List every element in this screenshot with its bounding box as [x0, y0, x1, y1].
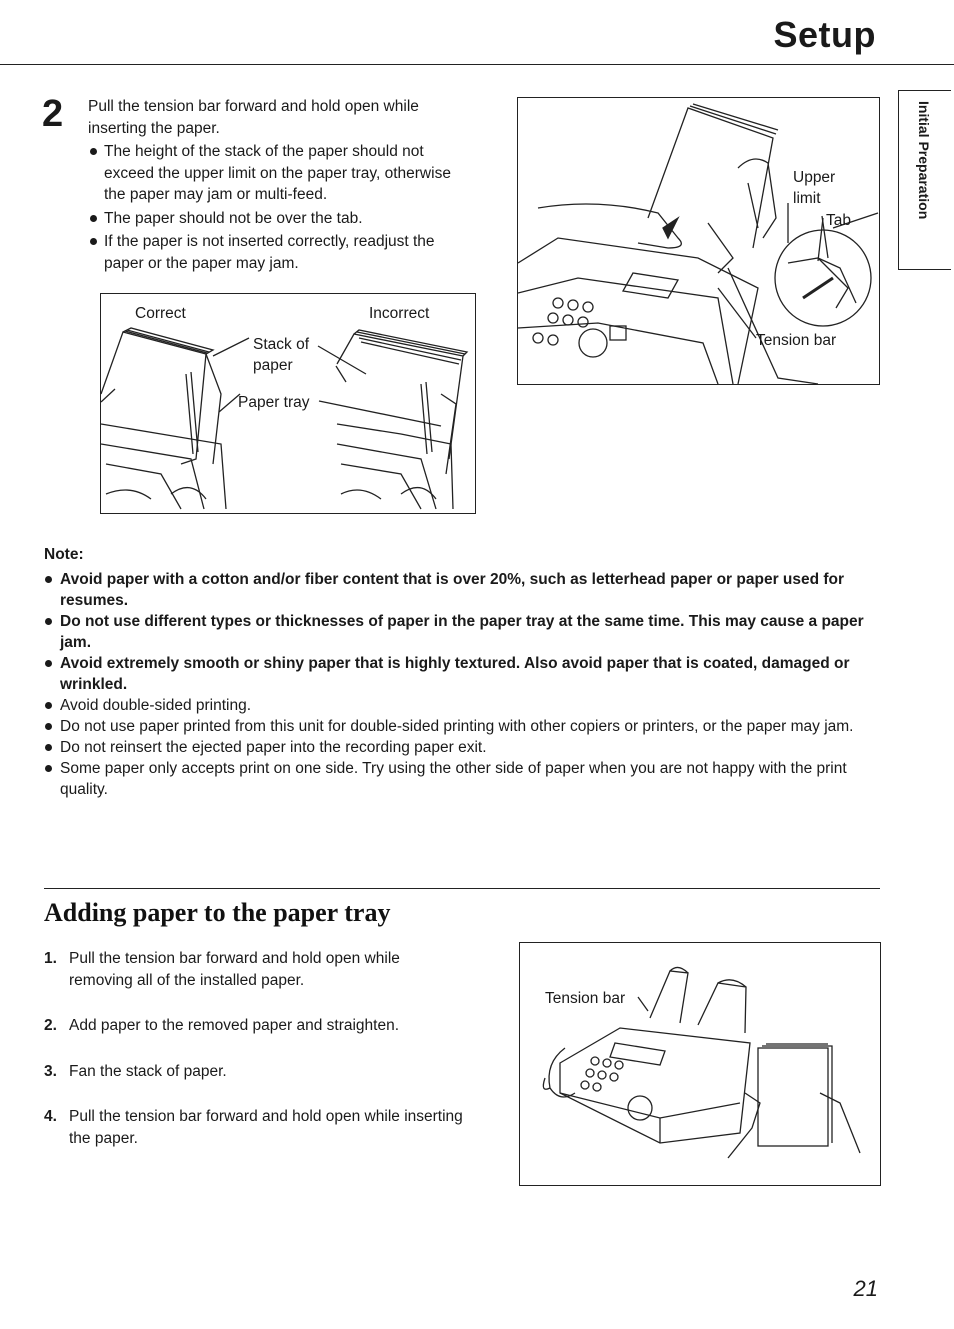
- label-correct: Correct: [135, 305, 186, 322]
- figure-adding-paper: [519, 942, 881, 1186]
- step-index: 2.: [44, 1017, 57, 1034]
- step-text: Add paper to the removed paper and straighten.: [69, 1017, 400, 1034]
- section-step: [44, 1015, 464, 1037]
- step-index: 1.: [44, 950, 57, 967]
- step-text: Fan the stack of paper.: [69, 1062, 227, 1080]
- label-tension-bar-add: Tension bar: [545, 990, 626, 1007]
- section-side-tab: [898, 90, 951, 270]
- label-incorrect: Incorrect: [369, 305, 430, 322]
- step-number: 2: [42, 93, 64, 135]
- step-bullet: If the paper is not inserted correctly, readjust the paper or the paper may jam.: [88, 231, 473, 274]
- step-text: Pull the tension bar forward and hold open while removing all of the installed paper.: [69, 950, 400, 989]
- label-stack-of: Stack of: [253, 336, 309, 353]
- section-step: [44, 1106, 464, 1149]
- section-steps: [44, 948, 464, 1149]
- label-tab: Tab: [826, 212, 851, 229]
- figure-tension-bar: [517, 97, 880, 385]
- step-text: Pull the tension bar forward and hold open while inserting the paper.: [69, 1108, 463, 1147]
- figure-correct-incorrect: [100, 293, 476, 514]
- section-step: [44, 1061, 464, 1083]
- note-item: Some paper only accepts print on one side. Try using the other side of paper when you are not happy with the print quality.: [44, 758, 874, 800]
- label-limit: limit: [793, 190, 821, 207]
- page-number: 21: [853, 1276, 878, 1301]
- adding-paper-illustration: [520, 943, 880, 1185]
- label-upper: Upper: [793, 169, 836, 186]
- step-intro: Pull the tension bar forward and hold open while inserting the paper.: [88, 98, 419, 137]
- step-text-block: [88, 96, 473, 274]
- note-item: Do not use paper printed from this unit for double-sided printing with other copiers or printers, or the paper may jam.: [44, 716, 874, 737]
- step-bullet: The height of the stack of the paper should not exceed the upper limit on the paper tray, otherwise the paper may jam or multi-feed.: [88, 141, 473, 206]
- note-title: Note:: [44, 546, 84, 563]
- note-item-bold: Avoid extremely smooth or shiny paper that is highly textured. Also avoid paper that is coated, damaged or wrinkled.: [44, 653, 874, 695]
- header-rule: [0, 64, 954, 65]
- step-index: 4.: [44, 1108, 57, 1125]
- side-tab-label: Initial Preparation: [916, 101, 932, 220]
- page-title: Setup: [773, 14, 876, 55]
- note-list: [44, 569, 874, 800]
- label-tension-bar: Tension bar: [756, 332, 837, 349]
- note-item: Do not reinsert the ejected paper into the recording paper exit.: [44, 737, 874, 758]
- section-rule: [44, 888, 880, 889]
- section-step: [44, 948, 464, 991]
- note-item: Avoid double-sided printing.: [44, 695, 874, 716]
- label-paper: paper: [253, 357, 293, 374]
- step-bullet: The paper should not be over the tab.: [88, 208, 473, 230]
- note-item-bold: Do not use different types or thicknesses of paper in the paper tray at the same time. This may cause a paper jam.: [44, 611, 874, 653]
- section-title: Adding paper to the paper tray: [44, 898, 391, 927]
- step-index: 3.: [44, 1062, 57, 1080]
- label-paper-tray: Paper tray: [238, 394, 310, 411]
- note-item-bold: Avoid paper with a cotton and/or fiber content that is over 20%, such as letterhead paper or paper used for resumes.: [44, 569, 874, 611]
